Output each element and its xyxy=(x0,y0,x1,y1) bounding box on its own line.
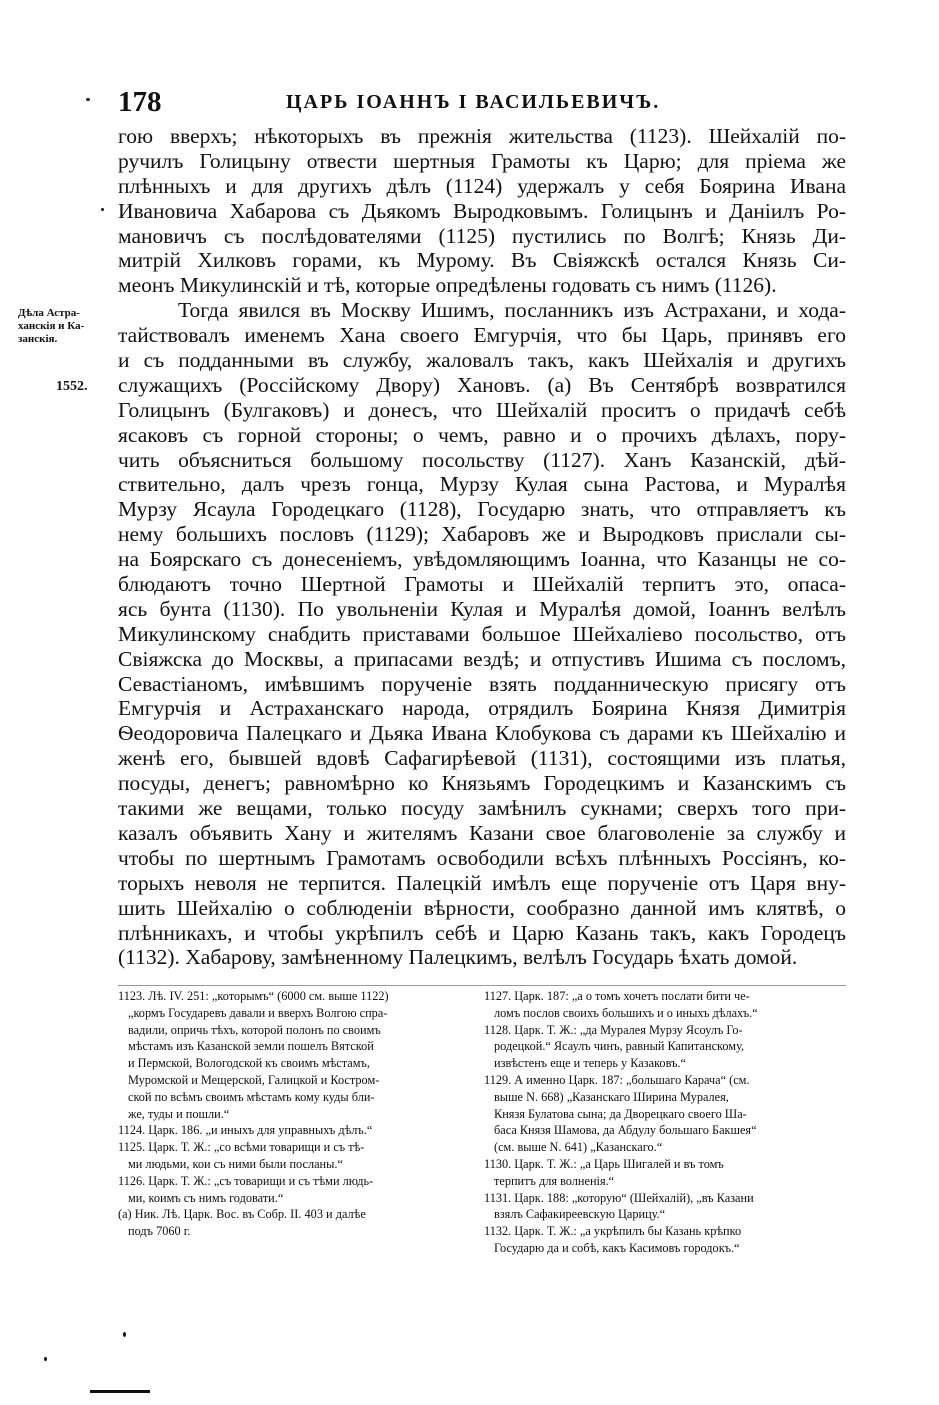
text-line: Мурзу Ясаула Городецкаго (1128), Государю знать, что отправляетъ къ xyxy=(118,497,846,522)
text-line: гою вверхъ; нѣкоторыхъ въ прежнія жительства (1123). Шейхалій по- xyxy=(118,124,846,148)
footnote-rule xyxy=(118,985,846,986)
footnote-line: ской по всѣмъ своимъ мѣстамъ кому куды бли- xyxy=(128,1089,375,1104)
text-line: Голицынъ (Булгаковъ) и донесъ, что Шейхалій проситъ о придачѣ себѣ xyxy=(118,397,846,422)
footnote-line: мѣстамъ изъ Казанской земли пошелъ Вятской xyxy=(128,1039,374,1054)
running-head: ЦАРЬ IОАННЪ I ВАСИЛЬЕВИЧЪ. xyxy=(286,91,661,113)
margin-note-topic: Дѣла Астра-ханскія и Ка-занскія. xyxy=(18,307,85,345)
text-line: и съ подданными въ службу, жаловалъ такъ, какъ Шейхалія и другихъ xyxy=(118,348,846,373)
text-line: Емгурчія и Астраханскаго народа, отрядилъ Боярина Князя Димитрія xyxy=(118,696,846,721)
footnote-line: 1130. Царк. Т. Ж.: „а Царь Шигалей и въ томъ xyxy=(484,1156,724,1171)
footnote-line: „кормъ Государевъ давали и вверхъ Волгою спра- xyxy=(128,1005,388,1020)
footnote-line: ми людьми, кои съ ними были посланы.“ xyxy=(128,1156,343,1171)
text-line: ствительно, далъ чрезъ гонца, Мурзу Кулая сына Растова, и Муралѣя xyxy=(118,472,846,497)
text-line: посуды, денегъ; равномѣрно ко Князьямъ Городецкимъ и Казанскимъ съ xyxy=(118,771,846,796)
footnotes-right-column xyxy=(484,988,846,1257)
text-line: нему большихъ пословъ (1129); Хабаровъ же и Выродковъ прислали сы- xyxy=(118,522,846,547)
footnote-line: родецкой.“ Ясаулъ чинъ, равный Капитанскому, xyxy=(494,1039,745,1054)
footnote-line: взялъ Сафакиреевскую Царицу.“ xyxy=(494,1207,666,1222)
footnote-line: и Пермской, Вологодской къ своимъ мѣстамъ, xyxy=(128,1056,370,1071)
text-line: Свіяжска до Москвы, а припасами вездѣ; и отпустивъ Ишима съ посломъ, xyxy=(118,646,846,671)
text-line: такими же вещами, только посуду замѣнилъ сукнами; сверхъ того при- xyxy=(118,796,846,821)
scan-edge-mark xyxy=(90,1390,150,1393)
margin-note-year: 1552. xyxy=(56,379,88,394)
text-line: казалъ объявить Хану и жителямъ Казани свое благоволеніе за службу и xyxy=(118,820,846,845)
text-line: Тогда явился въ Москву Ишимъ, посланникъ изъ Астрахани, и хода- xyxy=(178,298,846,323)
footnote-line: же, туды и пошли.“ xyxy=(128,1106,230,1121)
page-header xyxy=(118,86,858,118)
scan-speck xyxy=(86,98,90,101)
scan-speck xyxy=(123,1332,126,1337)
text-line: блюдаютъ точно Шертной Грамоты и Шейхалій терпитъ это, опаса- xyxy=(118,572,846,597)
footnote-line: Государю да и собѣ, какъ Касимовъ городокъ.“ xyxy=(494,1240,740,1255)
text-line: ясь бунта (1130). По увольненіи Кулая и Муралѣя домой, Іоаннъ велѣлъ xyxy=(118,596,846,621)
text-line: шить Шейхалію о соблюденіи вѣрности, сообразно данной имъ клятвѣ, о xyxy=(118,895,846,920)
footnote-line: 1125. Царк. Т. Ж.: „со всѣми товарищи и съ тѣ- xyxy=(118,1140,365,1155)
page-number: 178 xyxy=(118,86,162,118)
footnote-line: 1128. Царк. Т. Ж.: „да Муралея Мурзу Ясоулъ Го- xyxy=(484,1022,743,1037)
footnote-line: 1123. Лѣ. IV. 251: „которымъ“ (6000 см. выше 1122) xyxy=(118,989,389,1003)
text-line: женѣ его, бывшей вдовѣ Сафагирѣевой (1131), состоящими изъ платья, xyxy=(118,746,846,771)
footnote-line: 1126. Царк. Т. Ж.: „съ товарищи и съ тѣми людь- xyxy=(118,1173,374,1188)
footnote-line: выше N. 668) „Казанскаго Ширина Муралея, xyxy=(494,1089,729,1104)
text-line: Микулинскому снабдить приставами большое Шейхаліево посольство, отъ xyxy=(118,621,846,646)
text-line: мановичъ съ послѣдователями (1125) пустились по Волгѣ; Князь Ди- xyxy=(118,223,846,248)
text-line: Ѳеодоровича Палецкаго и Дьяка Ивана Клобукова съ дарами къ Шейхалію и xyxy=(118,721,846,746)
text-line: служащихъ (Россійскому Двору) Хановъ. (а) Въ Сентябрѣ возвратился xyxy=(118,372,846,397)
text-line: на Боярскаго съ донесеніемъ, увѣдомляющимъ Іоанна, что Казанцы не со- xyxy=(118,547,846,572)
footnote-line: ломъ послов своихъ большихъ и о иныхъ дѣлахъ.“ xyxy=(494,1005,758,1020)
footnote-line: (а) Ник. Лѣ. Царк. Вос. въ Собр. II. 403 и далѣе xyxy=(118,1207,366,1222)
text-line: плѣнныхъ и для другихъ дѣлъ (1124) удержалъ у себя Боярина Ивана xyxy=(118,173,846,198)
footnote-line: 1132. Царк. Т. Ж.: „а укрѣпилъ бы Казань крѣпко xyxy=(484,1224,742,1239)
text-line: чить объясниться большому посольству (1127). Ханъ Казанскій, дѣй- xyxy=(118,447,846,472)
text-line: торыхъ неволя не терпится. Палецкій имѣлъ еще порученіе отъ Царя вну- xyxy=(118,870,846,895)
footnote-line: Муромской и Мещерской, Галицкой и Костром- xyxy=(128,1072,380,1087)
text-line: митрій Хилковъ горами, къ Мурому. Въ Свіяжскѣ остался Князь Си- xyxy=(118,248,846,273)
text-line: плѣнникахъ, и чтобы укрѣпилъ себѣ и Царю Казань такъ, какъ Городецъ xyxy=(118,920,846,945)
text-line: меонъ Микулинскій и тѣ, которые опредѣлены годовать съ нимъ (1126). xyxy=(118,273,777,298)
text-line: Севастіаномъ, имѣвшимъ порученіе взять подданническую присягу отъ xyxy=(118,671,846,696)
text-line: Ивановича Хабарова съ Дьякомъ Выродковымъ. Голицынъ и Даніилъ Ро- xyxy=(118,198,846,223)
text-line: ясаковъ съ горной стороны; о чемъ, равно и о прочихъ дѣлахъ, пору- xyxy=(118,422,846,447)
footnote-line: (см. выше N. 641) „Казанскаго.“ xyxy=(494,1140,663,1155)
text-line: (1132). Хабарову, замѣненному Палецкимъ, велѣлъ Государь ѣхать домой. xyxy=(118,945,798,970)
footnote-line: вадили, опричь тѣхъ, которой полонъ по своимъ xyxy=(128,1022,381,1037)
footnote-line: терпитъ для волненія.“ xyxy=(494,1173,615,1188)
footnote-line: ми, коимъ съ нимъ годовати.“ xyxy=(128,1190,284,1205)
footnote-line: 1127. Царк. 187: „а о томъ хочетъ послати бити че- xyxy=(484,989,750,1003)
scan-speck xyxy=(101,208,104,211)
footnote-line: 1129. А именно Царк. 187: „большаго Карача“ (см. xyxy=(484,1072,750,1087)
footnote-line: Князя Булатова сына; да Дворецкаго своего Ша- xyxy=(494,1106,747,1121)
footnote-line: 1124. Царк. 186. „и иныхъ для управныхъ дѣлъ.“ xyxy=(118,1123,373,1138)
footnote-line: извѣстенъ еще и теперь у Казаковъ.“ xyxy=(494,1056,686,1071)
footnote-line: 1131. Царк. 188: „которую“ (Шейхалій), „въ Казани xyxy=(484,1190,754,1205)
footnotes-left-column xyxy=(118,988,486,1240)
scan-speck xyxy=(44,1357,47,1361)
main-text xyxy=(118,124,846,970)
text-line: чтобы по шертнымъ Грамотамъ освободили всѣхъ плѣнныхъ Россіянъ, ко- xyxy=(118,845,846,870)
text-line: тайствовалъ именемъ Хана своего Емгурчія, что бы Царь, принявъ его xyxy=(118,323,846,348)
footnote-line: подъ 7060 г. xyxy=(128,1224,191,1239)
footnote-line: баса Князя Шамова, да Абдулу большаго Бакшея“ xyxy=(494,1123,757,1138)
text-line: ручилъ Голицыну отвести шертныя Грамоты къ Царю; для пріема же xyxy=(118,148,846,173)
